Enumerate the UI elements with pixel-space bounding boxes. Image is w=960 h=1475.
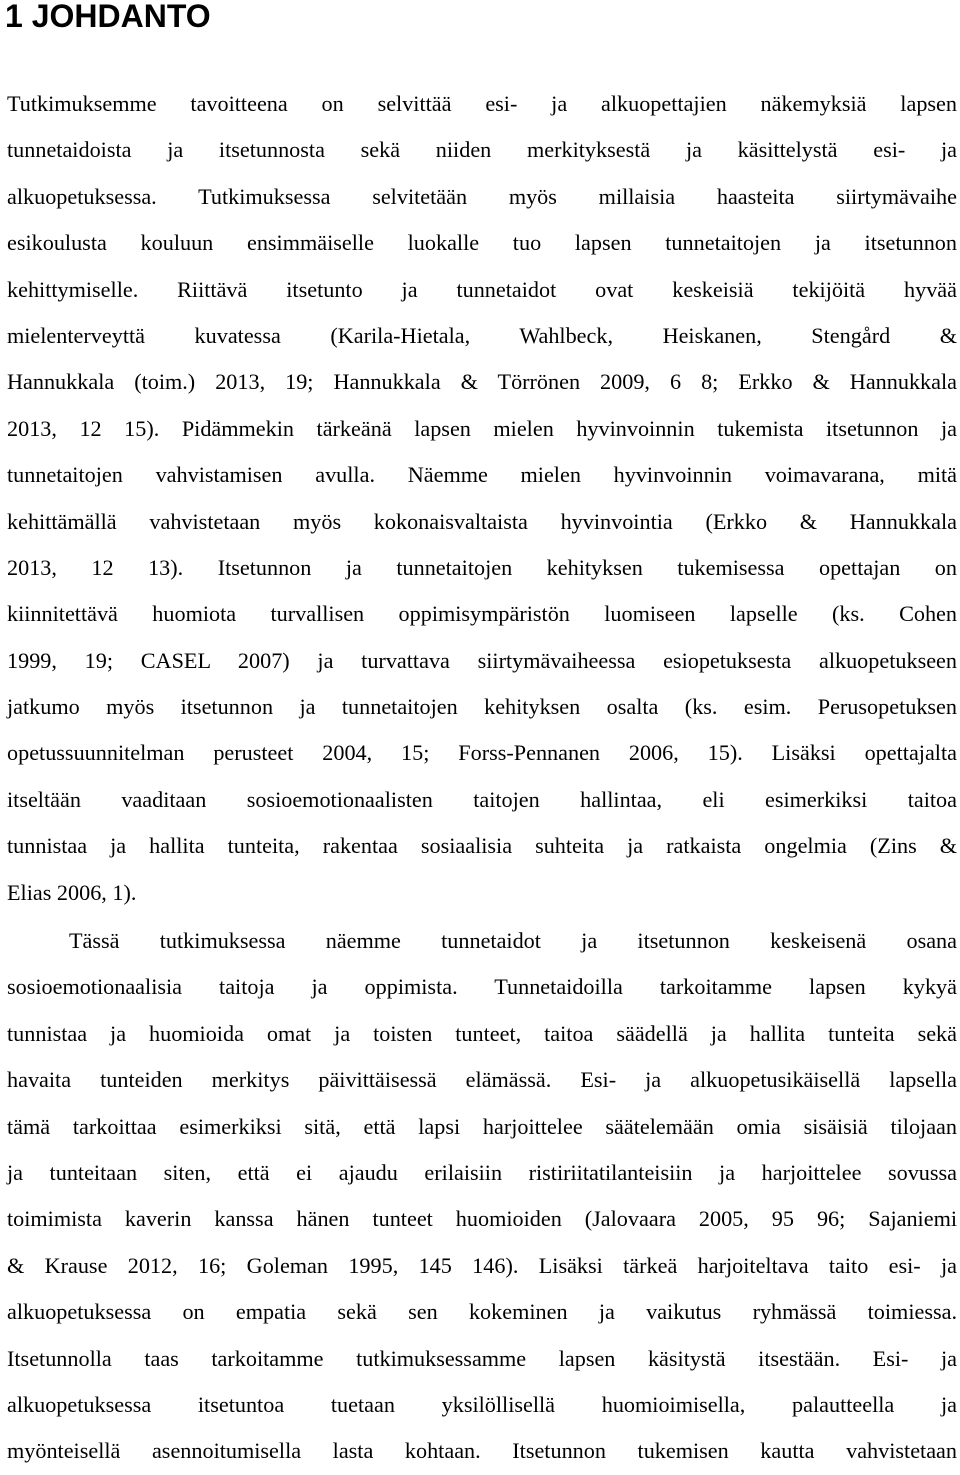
paragraph-2 xyxy=(7,918,957,1475)
text-line: tämä tarkoittaa esimerkiksi sitä, että lapsi harjoittelee säätelemään omia sisäisiä tilojaan xyxy=(7,1113,957,1139)
text-line: 1999, 19; CASEL 2007) ja turvattava siirtymävaiheessa esiopetuksesta alkuopetukseen xyxy=(7,647,957,673)
text-line: alkuopetuksessa. Tutkimuksessa selvitetään myös millaisia haasteita siirtymävaihe xyxy=(7,183,957,209)
text-line: tunnistaa ja huomioida omat ja toisten tunteet, taitoa säädellä ja hallita tunteita sekä xyxy=(7,1020,957,1046)
text-line: Tutkimuksemme tavoitteena on selvittää esi- ja alkuopettajien näkemyksiä lapsen xyxy=(7,91,957,116)
text-line: kehittämällä vahvistetaan myös kokonaisvaltaista hyvinvointia (Erkko & Hannukkala xyxy=(7,508,957,534)
text-line: Elias 2006, 1). xyxy=(7,879,137,905)
text-line: alkuopetuksessa on empatia sekä sen kokeminen ja vaikutus ryhmässä toimiessa. xyxy=(7,1299,957,1325)
text-line: jatkumo myös itsetunnon ja tunnetaitojen kehityksen osalta (ks. esim. Perusopetuksen xyxy=(7,694,957,720)
text-line: itseltään vaaditaan sosioemotionaalisten taitojen hallintaa, eli esimerkiksi taitoa xyxy=(7,786,957,812)
text-line: tunnetaitojen vahvistamisen avulla. Näemme mielen hyvinvoinnin voimavarana, mitä xyxy=(7,462,957,488)
text-line: tunnetaidoista ja itsetunnosta sekä niiden merkityksestä ja käsittelystä esi- ja xyxy=(7,137,957,163)
text-line: myönteisellä asennoitumisella lasta kohtaan. Itsetunnon tukemisen kautta vahvistetaan xyxy=(7,1438,957,1464)
text-line: opetussuunnitelman perusteet 2004, 15; Forss-Pennanen 2006, 15). Lisäksi opettajalta xyxy=(7,740,957,766)
text-line: kehittymiselle. Riittävä itsetunto ja tunnetaidot ovat keskeisiä tekijöitä hyvää xyxy=(7,276,957,302)
chapter-heading: 1 JOHDANTO xyxy=(5,0,211,34)
text-line: sosioemotionaalisia taitoja ja oppimista. Tunnetaidoilla tarkoitamme lapsen kykyä xyxy=(7,974,957,1000)
text-line: tunnistaa ja hallita tunteita, rakentaa sosiaalisia suhteita ja ratkaista ongelmia (Zins & xyxy=(7,833,957,859)
text-line: Itsetunnolla taas tarkoitamme tutkimuksessamme lapsen käsitystä itsestään. Esi- ja xyxy=(7,1345,957,1371)
text-line: toimimista kaverin kanssa hänen tunteet huomioiden (Jalovaara 2005, 95 96; Sajaniemi xyxy=(7,1206,957,1232)
paragraph-1 xyxy=(7,81,957,916)
text-line: havaita tunteiden merkitys päivittäisessä elämässä. Esi- ja alkuopetusikäisellä lapsella xyxy=(7,1067,957,1093)
text-line: kiinnitettävä huomiota turvallisen oppimisympäristön luomiseen lapselle (ks. Cohen xyxy=(7,601,957,627)
text-line: 2013, 12 15). Pidämmekin tärkeänä lapsen mielen hyvinvoinnin tukemista itsetunnon ja xyxy=(7,415,957,441)
text-line: ja tunteitaan siten, että ei ajaudu erilaisiin ristiriitatilanteisiin ja harjoittelee sovussa xyxy=(7,1159,957,1185)
text-line: mielenterveyttä kuvatessa (Karila-Hietala, Wahlbeck, Heiskanen, Stengård & xyxy=(7,322,957,348)
text-line: & Krause 2012, 16; Goleman 1995, 145 146). Lisäksi tärkeä harjoiteltava taito esi- ja xyxy=(7,1252,957,1278)
text-line: alkuopetuksessa itsetuntoa tuetaan yksilöllisellä huomioimisella, palautteella ja xyxy=(7,1391,957,1417)
text-line: Hannukkala (toim.) 2013, 19; Hannukkala & Törrönen 2009, 6 8; Erkko & Hannukkala xyxy=(7,369,957,395)
text-line: esikoulusta kouluun ensimmäiselle luokalle tuo lapsen tunnetaitojen ja itsetunnon xyxy=(7,230,957,256)
text-line: 2013, 12 13). Itsetunnon ja tunnetaitojen kehityksen tukemisessa opettajan on xyxy=(7,554,957,580)
text-line: Tässä tutkimuksessa näemme tunnetaidot ja itsetunnon keskeisenä osana xyxy=(69,928,957,953)
